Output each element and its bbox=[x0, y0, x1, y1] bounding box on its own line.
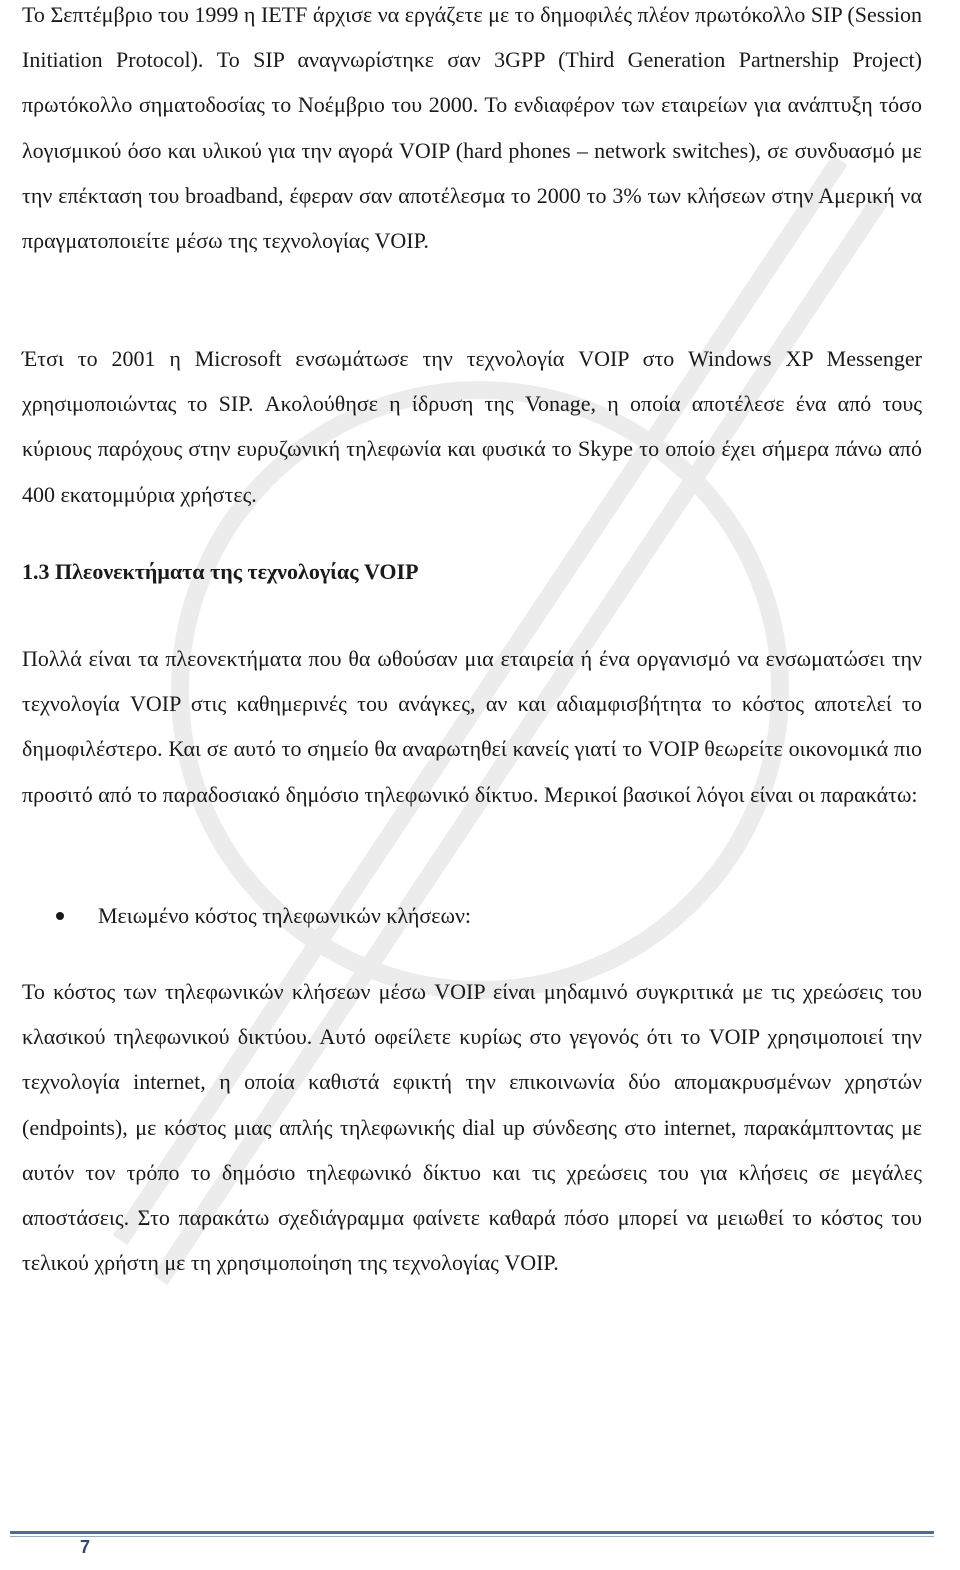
paragraph-sip-history: Το Σεπτέμβριο του 1999 η IETF άρχισε να εργάζετε με το δημοφιλές πλέον πρωτόκολλο SIP (Session Initiation Protocol). Το SIP αναγνωρίστηκε σαν 3GPP (Third Generation Partnership Project) πρωτόκολλο σηματοδοσίας το Νοέμβριο του 2000. Το ενδιαφέρον των εταιρείων για ανάπτυξη τόσο λογισμικού όσο και υλικού για την αγορά VOIP (hard phones – network switches), σε συνδυασμό με την επέκταση του broadband, έφεραν σαν αποτέλεσμα το 2000 το 3% των κλήσεων στην Αμερική να πραγματοποιείτε μέσω της τεχνολογίας VOIP. bbox=[22, 2, 922, 254]
footer-rule bbox=[10, 1531, 934, 1534]
bullet-item-label: Μειωμένο κόστος τηλεφωνικών κλήσεων: bbox=[98, 903, 472, 928]
paragraph-advantages-intro: Πολλά είναι τα πλεονεκτήματα που θα ωθούσαν μια εταιρεία ή ένα οργανισμό να ενσωματώσει την τεχνολογία VOIP στις καθημερινές του ανάγκες, αν και αδιαμφισβήτητα το κόστος αποτελεί το δημοφιλέστερο. Και σε αυτό το σημείο θα αναρωτηθεί κανείς γιατί το VOIP θεωρείτε οικονομικά πιο προσιτό από το παραδοσιακό δημόσιο τηλεφωνικό δίκτυο. Μερικοί βασικοί λόγοι είναι οι παρακάτω: bbox=[22, 646, 922, 807]
bullet-list-item bbox=[56, 893, 471, 938]
footer-rule-secondary bbox=[10, 1536, 934, 1537]
paragraph-call-cost: Το κόστος των τηλεφωνικών κλήσεων μέσω VOIP είναι μηδαμινό συγκριτικά με τις χρεώσεις του κλασικού τηλεφωνικού δικτύου. Αυτό οφείλετε κυρίως στο γεγονός ότι το VOIP χρησιμοποιεί την τεχνολογία internet, η οποία καθιστά εφικτή την επικοινωνία δύο απομακρυσμένων χρηστών (endpoints), με κόστος μιας απλής τηλεφωνικής dial up σύνδεσης στο internet, παρακάμπτοντας με αυτόν τον τρόπο το δημόσιο τηλεφωνικό δίκτυο και τις χρεώσεις του για κλήσεις σε μεγάλες αποστάσεις. Στο παρακάτω σχεδιάγραμμα φαίνετε καθαρά πόσο μπορεί να μειωθεί το κόστος του τελικού χρήστη με τη χρησιμοποίηση της τεχνολογίας VOIP. bbox=[22, 979, 922, 1276]
paragraph-microsoft-skype: Έτσι το 2001 η Microsoft ενσωμάτωσε την τεχνολογία VOIP στο Windows XP Messenger χρησιμοποιώντας το SIP. Ακολούθησε η ίδρυση της Vonage, η οποία αποτέλεσε ένα από τους κύριους παρόχους στην ευρυζωνική τηλεφωνία και φυσικά το Skype το οποίο έχει σήμερα πάνω από 400 εκατομμύρια χρήστες. bbox=[22, 346, 922, 507]
bullet-dot-icon bbox=[56, 912, 64, 920]
section-heading: 1.3 Πλεονεκτήματα της τεχνολογίας VOIP bbox=[22, 559, 419, 584]
page-number: 7 bbox=[80, 1537, 91, 1557]
